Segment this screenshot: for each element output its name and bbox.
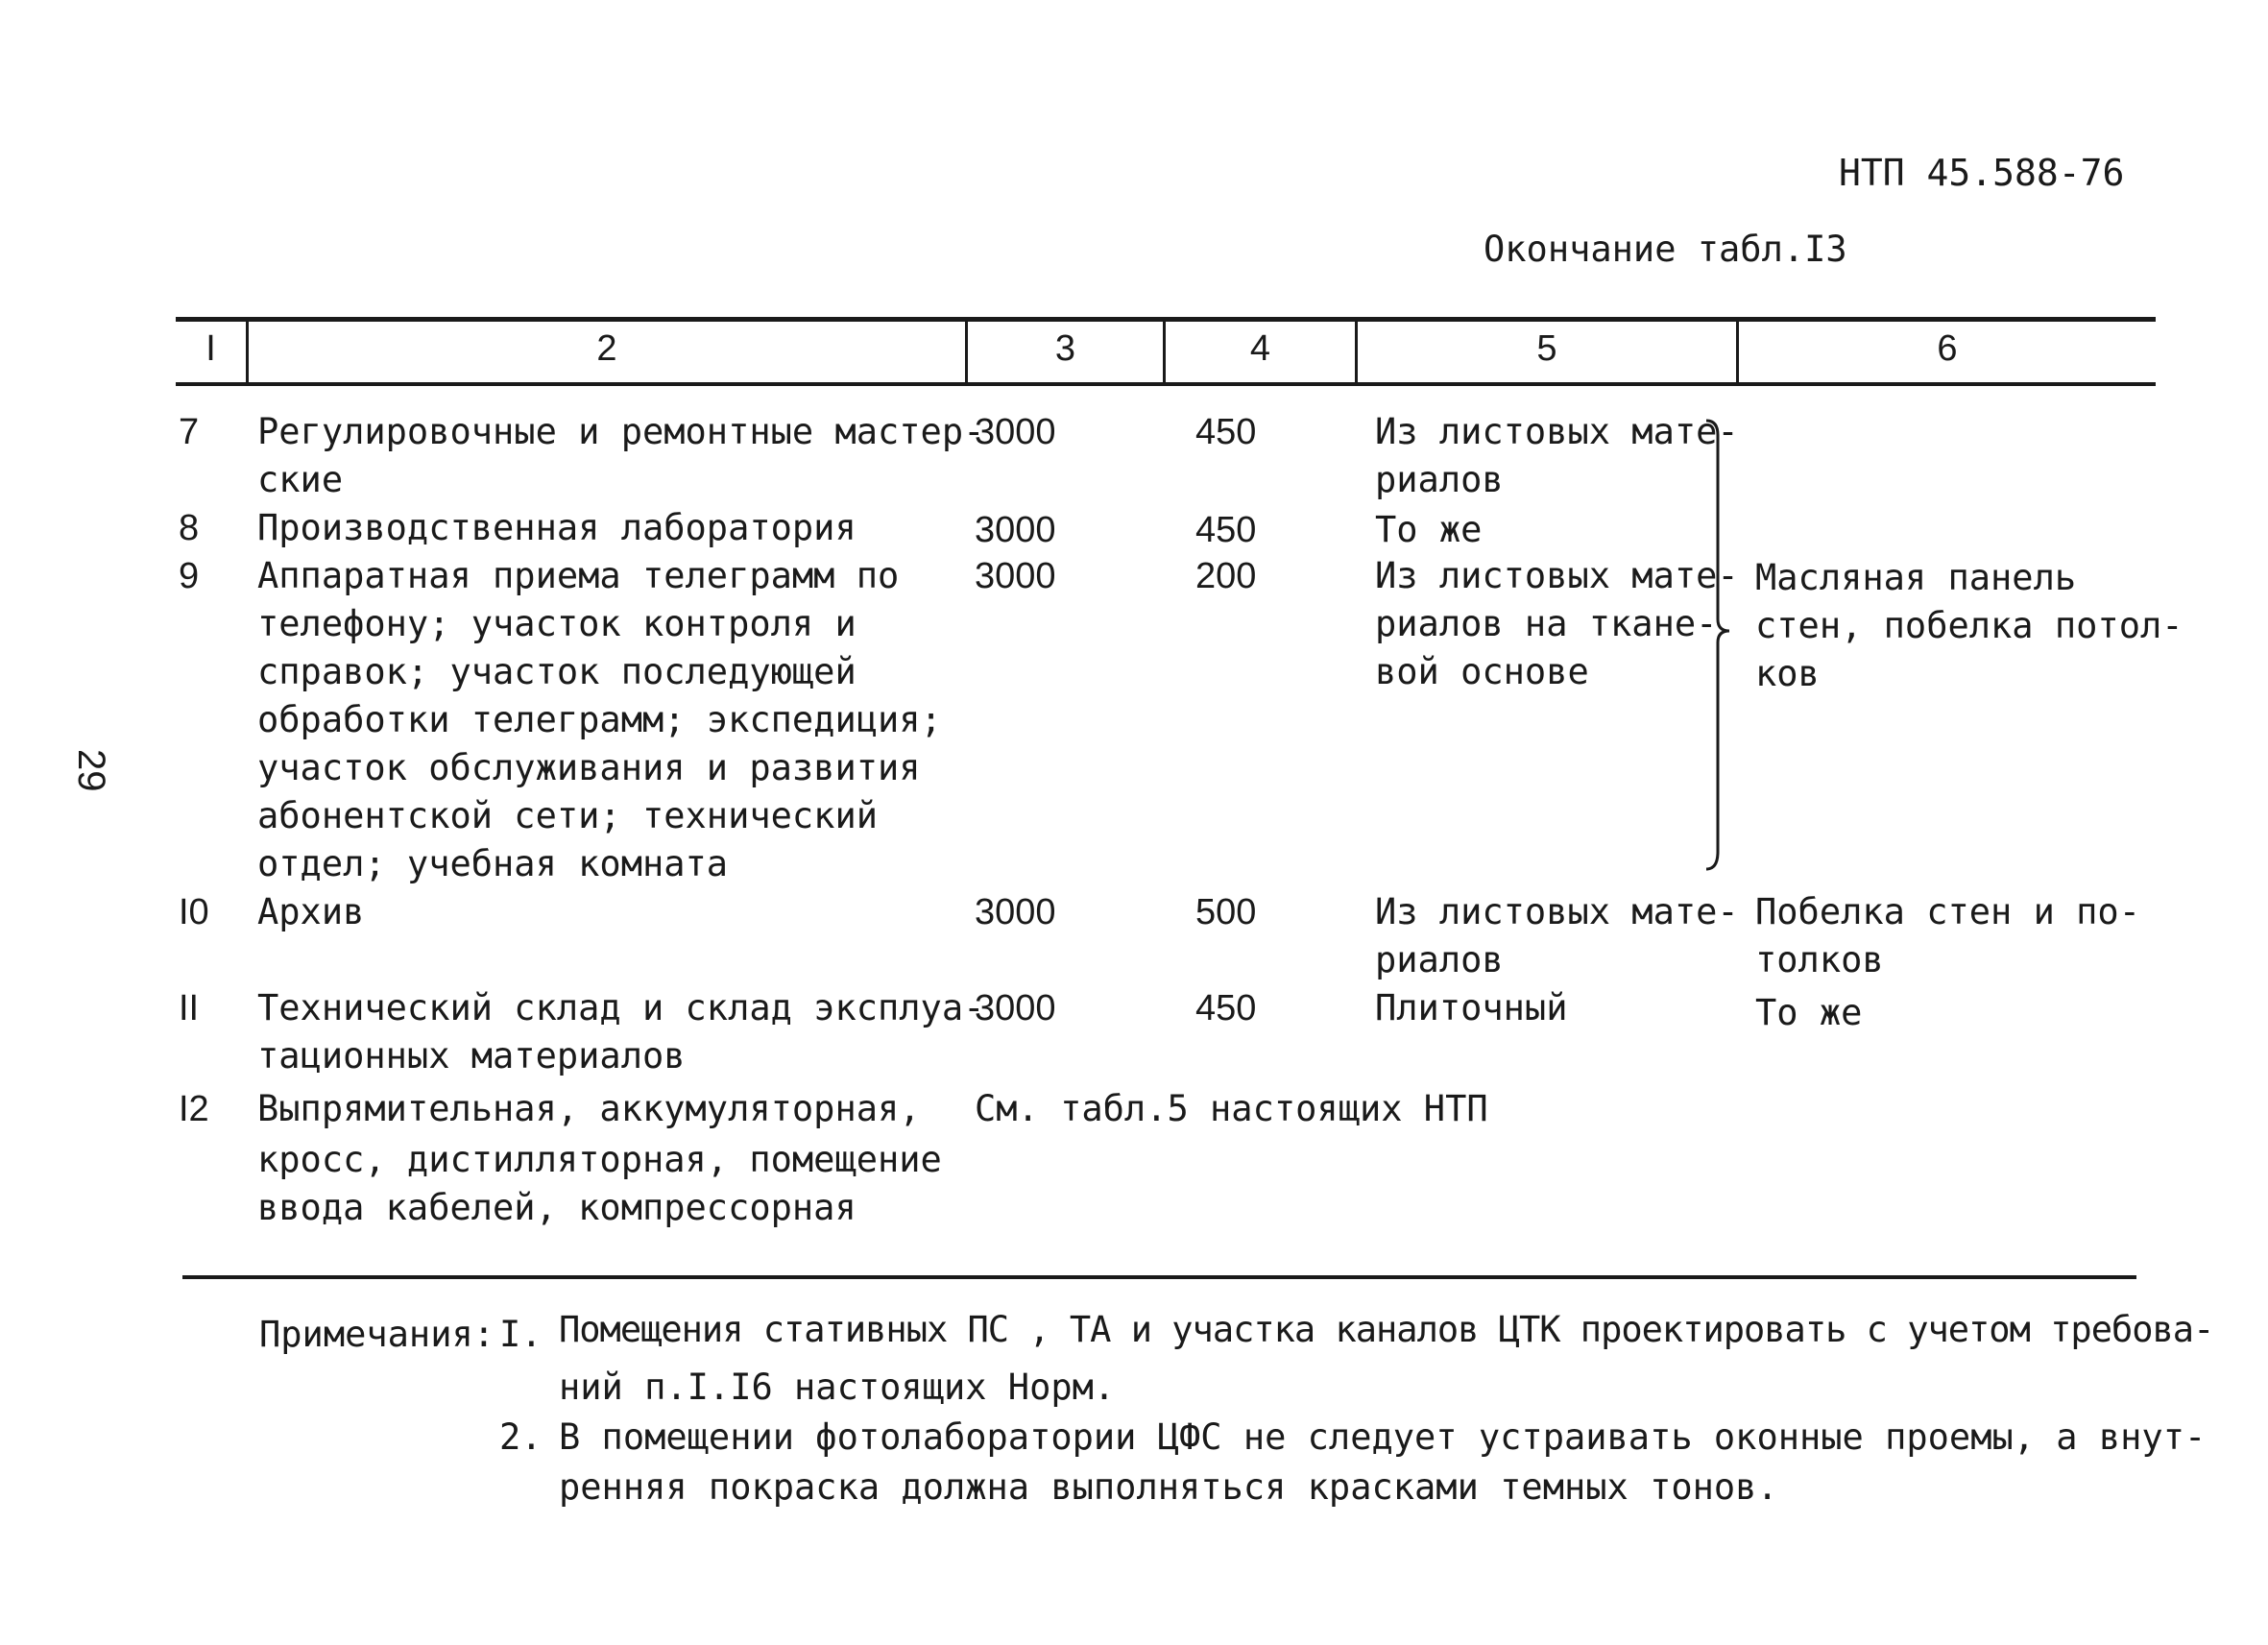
- note-marker: 2.: [499, 1416, 543, 1458]
- floor-material: Из листовых мате-: [1375, 411, 1739, 452]
- column-header: 5: [1536, 328, 1557, 369]
- illumination-value: 500: [1195, 892, 1257, 932]
- table-bottom-rule: [182, 1275, 2136, 1279]
- floor-material: вой основе: [1375, 651, 1589, 692]
- column-header: 4: [1249, 328, 1271, 369]
- room-name: Выпрямительная, аккумуляторная,: [257, 1088, 921, 1129]
- room-name: Аппаратная приема телеграмм по: [257, 555, 900, 596]
- room-name: Технический склад и склад эксплуа-: [257, 987, 985, 1028]
- room-name: ские: [257, 459, 344, 500]
- cross-reference: См. табл.5 настоящих НТП: [975, 1088, 1488, 1129]
- table-caption: Окончание табл.I3: [1484, 229, 1847, 270]
- note-text: Помещения стативных ПС , ТА и участка каналов ЦТК проектировать с учетом требова-: [559, 1309, 2214, 1350]
- floor-material: риалов: [1375, 939, 1504, 980]
- height-value: 3000: [975, 988, 1056, 1028]
- row-number: 9: [179, 556, 200, 596]
- room-name: кросс, дистилляторная, помещение: [257, 1139, 942, 1180]
- illumination-value: 450: [1195, 412, 1257, 452]
- illumination-value: 450: [1195, 510, 1257, 550]
- wall-finish: Масляная панель: [1755, 557, 2077, 598]
- table-top-rule: [176, 317, 2156, 322]
- height-value: 3000: [975, 892, 1056, 932]
- row-number: 8: [179, 508, 200, 548]
- height-value: 3000: [975, 510, 1056, 550]
- floor-material: То же: [1375, 509, 1483, 550]
- floor-material: Из листовых мате-: [1375, 555, 1739, 596]
- floor-material: Плиточный: [1375, 987, 1568, 1028]
- room-name: отдел; учебная комната: [257, 843, 729, 884]
- room-name: участок обслуживания и развития: [257, 747, 921, 788]
- wall-finish: стен, побелка потол-: [1755, 605, 2184, 646]
- note-marker: I.: [499, 1314, 543, 1355]
- grouping-brace: [1704, 418, 1743, 874]
- room-name: справок; участок последующей: [257, 651, 857, 692]
- column-header: 6: [1937, 328, 1958, 369]
- wall-finish: Побелка стен и по-: [1755, 891, 2140, 932]
- room-name: тационных материалов: [257, 1035, 686, 1077]
- row-number: I0: [179, 892, 209, 932]
- page-number: 29: [70, 749, 112, 792]
- note-text: ний п.I.I6 настоящих Норм.: [559, 1367, 1116, 1408]
- note-text: ренняя покраска должна выполняться красками темных тонов.: [559, 1466, 1778, 1508]
- floor-material: риалов на ткане-: [1375, 603, 1718, 644]
- wall-finish: ков: [1755, 653, 1820, 694]
- room-name: Регулировочные и ремонтные мастер-: [257, 411, 985, 452]
- room-name: ввода кабелей, компрессорная: [257, 1187, 857, 1228]
- height-value: 3000: [975, 412, 1056, 452]
- floor-material: Из листовых мате-: [1375, 891, 1739, 932]
- room-name: телефону; участок контроля и: [257, 603, 857, 644]
- column-header: 3: [1054, 328, 1076, 369]
- floor-material: риалов: [1375, 459, 1504, 500]
- document-code: НТП 45.588-76: [1839, 152, 2125, 194]
- column-header: I: [205, 328, 216, 369]
- illumination-value: 200: [1195, 556, 1257, 596]
- notes-label: Примечания:: [259, 1314, 495, 1355]
- row-number: II: [179, 988, 200, 1028]
- column-header: 2: [596, 328, 617, 369]
- row-number: I2: [179, 1089, 209, 1129]
- room-name: обработки телеграмм; экспедиция;: [257, 699, 942, 740]
- height-value: 3000: [975, 556, 1056, 596]
- wall-finish: То же: [1755, 992, 1863, 1033]
- wall-finish: толков: [1755, 939, 1884, 980]
- note-text: В помещении фотолаборатории ЦФС не следует устраивать оконные проемы, а внут-: [559, 1416, 2207, 1458]
- illumination-value: 450: [1195, 988, 1257, 1028]
- room-name: Архив: [257, 891, 365, 932]
- room-name: Производственная лаборатория: [257, 507, 857, 548]
- room-name: абонентской сети; технический: [257, 795, 879, 836]
- table-header-rule: [176, 382, 2156, 386]
- row-number: 7: [179, 412, 200, 452]
